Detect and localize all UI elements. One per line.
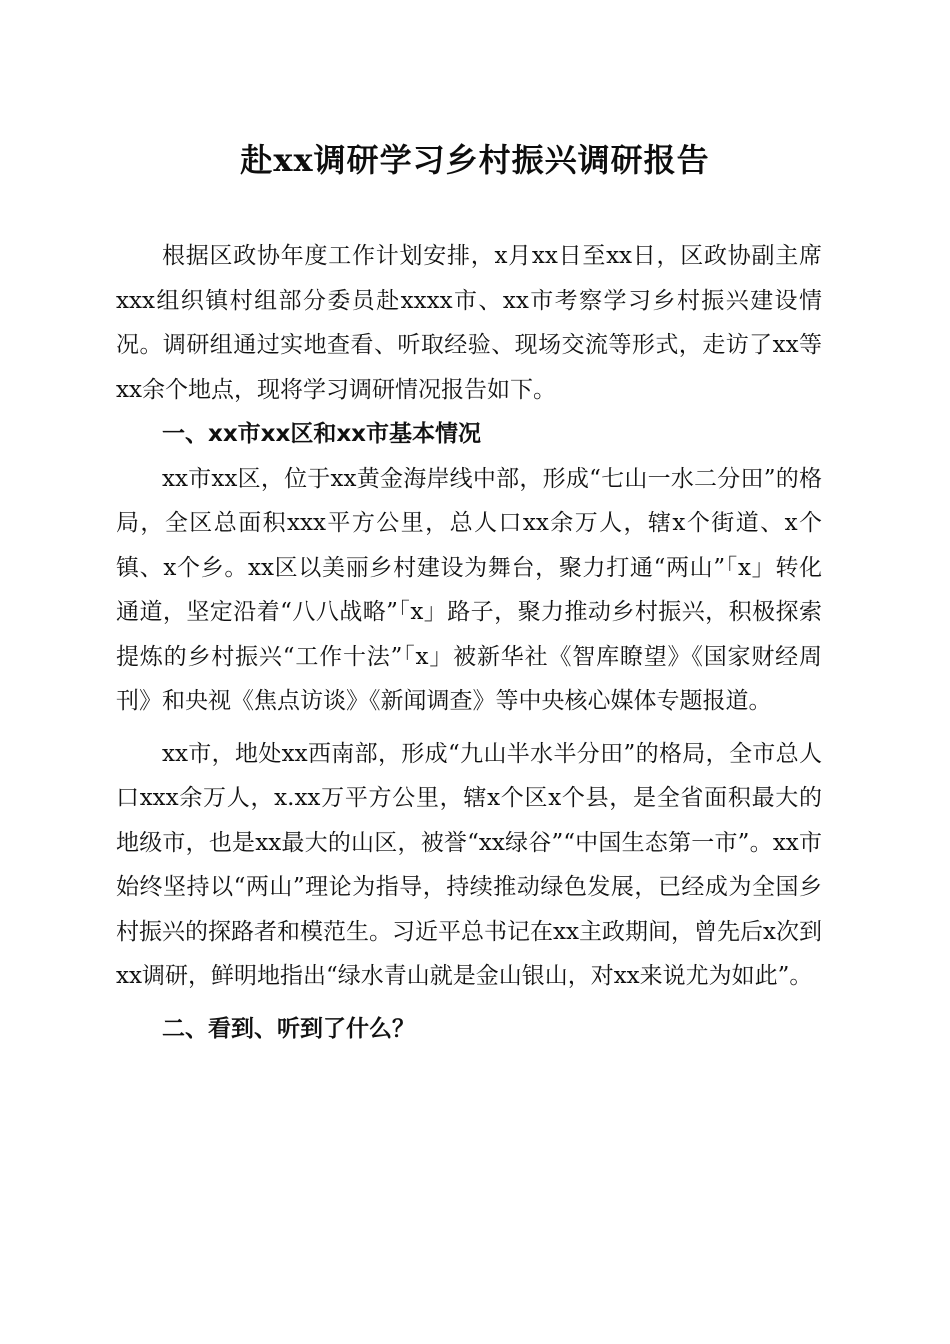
intro-paragraph: 根据区政协年度工作计划安排，x月xx日至xx日，区政协副主席xxx组织镇村组部分委员赴xxxx市、xx市考察学习乡村振兴建设情况。调研组通过实地查看、听取经验、现场交流等形式，走访了xx等xx余个地点，现将学习调研情况报告如下。 (116, 243, 822, 403)
section1-paragraph-1: xx市xx区，位于xx黄金海岸线中部，形成“七山一水二分田”的格局，全区总面积xxx平方公里，总人口xx余万人，辖x个街道、x个镇、x个乡。xx区以美丽乡村建设为舞台，聚力打通“两山”「x」转化通道，坚定沿着“八八战略”「x」路子，聚力推动乡村振兴，积极探索提炼的乡村振兴“工作十法”「x」被新华社《智库瞭望》《国家财经周刊》和央视《焦点访谈》《新闻调查》等中央核心媒体专题报道。 (116, 465, 822, 714)
document-body (116, 234, 822, 1051)
section-heading-1: 一、xx市xx区和xx市基本情况 (162, 421, 482, 447)
section1-paragraph-2: xx市，地处xx西南部，形成“九山半水半分田”的格局，全市总人口xxx余万人，x.xx万平方公里，辖x个区x个县，是全省面积最大的地级市，也是xx最大的山区，被誉“xx绿谷”“中国生态第一市”。xx市始终坚持以“两山”理论为指导，持续推动绿色发展，已经成为全国乡村振兴的探路者和模范生。习近平总书记在xx主政期间，曾先后x次到xx调研，鲜明地指出“绿水青山就是金山银山，对xx来说尤为如此”。 (116, 740, 822, 989)
section-heading-2: 二、看到、听到了什么？ (162, 1015, 415, 1042)
document-title: 赴xx调研学习乡村振兴调研报告 (240, 141, 710, 179)
